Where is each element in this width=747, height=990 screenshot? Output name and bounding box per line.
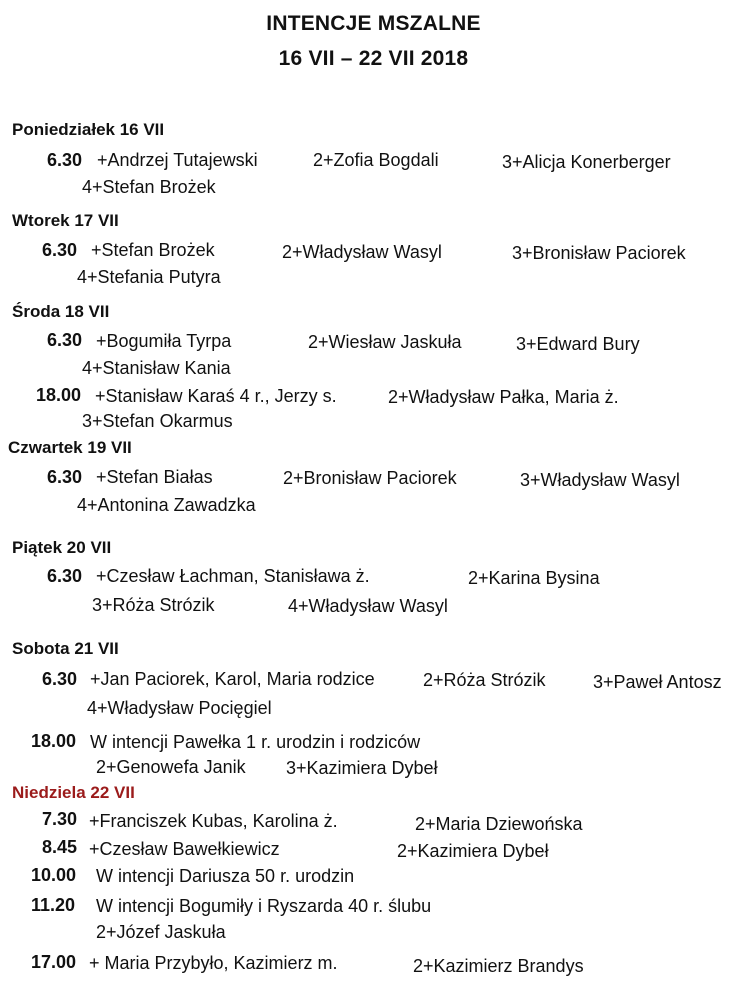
mass-time: 17.00	[31, 952, 77, 972]
mass-time: 11.20	[31, 895, 76, 915]
intention: W intencji Pawełka 1 r. urodzin i rodziców	[90, 732, 421, 752]
date-range: 16 VII – 22 VII 2018	[278, 47, 469, 70]
intention: 2+Maria Dziewońska	[415, 814, 583, 834]
intention: + Maria Przybyło, Kazimierz m.	[89, 953, 338, 973]
mass-time: 10.00	[31, 865, 77, 885]
day-heading-sunday: Niedziela 22 VII	[12, 783, 135, 802]
day-heading: Poniedziałek 16 VII	[12, 120, 165, 139]
intention: 2+Wiesław Jaskuła	[308, 332, 462, 352]
intention: 4+Stefania Putyra	[77, 267, 221, 287]
mass-time: 6.30	[42, 669, 78, 689]
intention: +Czesław Łachman, Stanisława ż.	[96, 566, 370, 586]
mass-time: 6.30	[42, 240, 78, 260]
intention: 3+Róża Strózik	[92, 595, 215, 615]
mass-time: 18.00	[36, 385, 82, 405]
mass-time: 6.30	[47, 330, 83, 350]
intention: +Bogumiła Tyrpa	[96, 331, 232, 351]
intention: 4+Stanisław Kania	[82, 358, 231, 378]
mass-time: 6.30	[47, 566, 83, 586]
intention: 2+Józef Jaskuła	[96, 922, 226, 942]
intention: 2+Karina Bysina	[468, 568, 600, 588]
intention: 2+Władysław Pałka, Maria ż.	[388, 387, 619, 407]
day-heading: Piątek 20 VII	[12, 538, 112, 557]
day-heading: Środa 18 VII	[12, 302, 110, 321]
intention: +Franciszek Kubas, Karolina ż.	[89, 811, 338, 831]
day-heading: Czwartek 19 VII	[8, 438, 132, 457]
intention: +Stanisław Karaś 4 r., Jerzy s.	[95, 386, 337, 406]
intention: 3+Władysław Wasyl	[520, 470, 680, 490]
intention: 2+Bronisław Paciorek	[283, 468, 457, 488]
intention: 3+Kazimiera Dybeł	[286, 758, 438, 778]
day-heading: Sobota 21 VII	[12, 639, 119, 658]
intention: 4+Władysław Wasyl	[288, 596, 448, 616]
mass-time: 18.00	[31, 731, 77, 751]
intention: +Czesław Bawełkiewicz	[89, 839, 280, 859]
intention: 2+Genowefa Janik	[96, 757, 246, 777]
intention: 3+Edward Bury	[516, 334, 640, 354]
intention: 2+Władysław Wasyl	[282, 242, 442, 262]
intention: 3+Alicja Konerberger	[502, 152, 671, 172]
intention: 3+Stefan Okarmus	[82, 411, 233, 431]
intention: 2+Zofia Bogdali	[313, 150, 439, 170]
mass-time: 8.45	[42, 837, 78, 857]
intention: +Stefan Białas	[96, 467, 213, 487]
intention: W intencji Dariusza 50 r. urodzin	[96, 866, 355, 886]
day-heading: Wtorek 17 VII	[12, 211, 119, 230]
mass-time: 6.30	[47, 150, 83, 170]
mass-time: 7.30	[42, 809, 78, 829]
intention: +Stefan Brożek	[91, 240, 215, 260]
mass-time: 6.30	[47, 467, 83, 487]
intention: W intencji Bogumiły i Ryszarda 40 r. ślubu	[96, 896, 432, 916]
intention: 2+Róża Strózik	[423, 670, 546, 690]
intention: 2+Kazimierz Brandys	[413, 956, 584, 976]
intention: +Andrzej Tutajewski	[97, 150, 258, 170]
page-title: INTENCJE MSZALNE	[266, 12, 481, 35]
intention: 4+Stefan Brożek	[82, 177, 216, 197]
intention: 4+Antonina Zawadzka	[77, 495, 256, 515]
intention: +Jan Paciorek, Karol, Maria rodzice	[90, 669, 375, 689]
intention: 3+Paweł Antosz	[593, 672, 722, 692]
intention: 2+Kazimiera Dybeł	[397, 841, 549, 861]
intention: 4+Władysław Pocięgiel	[87, 698, 272, 718]
intention: 3+Bronisław Paciorek	[512, 243, 686, 263]
